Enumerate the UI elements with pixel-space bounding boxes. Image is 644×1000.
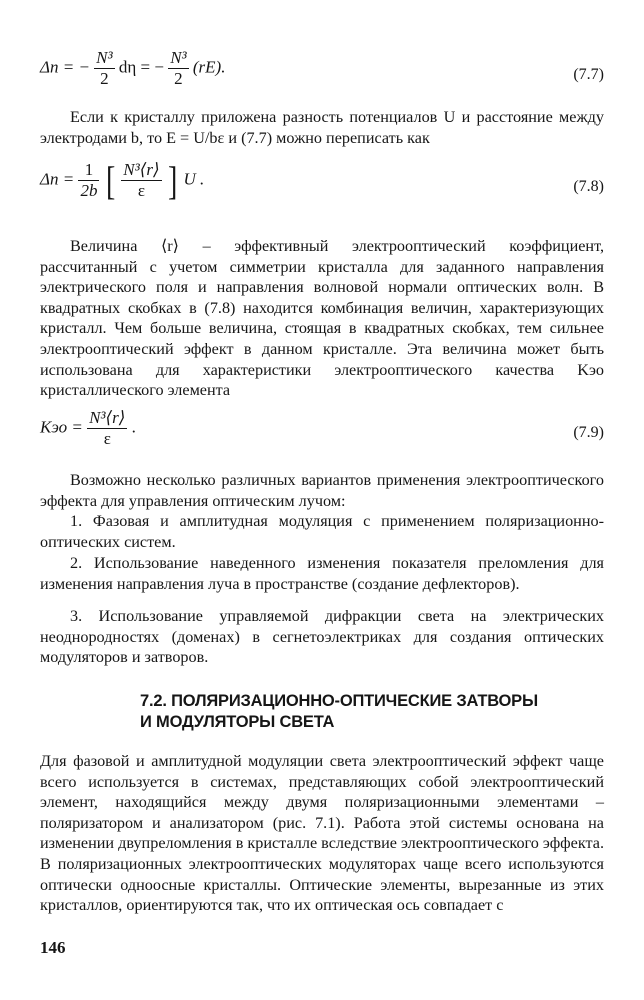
- eq-7-8-lhs: Δn =: [40, 169, 75, 189]
- eq-7-9-fraction: [87, 408, 127, 449]
- eq-7-7-mid: dη = −: [118, 57, 164, 77]
- equation-number-7-9: (7.9): [573, 424, 604, 441]
- eq-7-7-frac1-numerator: N³: [96, 48, 113, 67]
- list-item-2: 2. Использование наведенного изменения показателя преломления для изменения направления луча в пространстве (создание дефлекторов).: [40, 554, 604, 593]
- eq-7-8-fraction-2: [121, 160, 161, 201]
- section-heading-line-2: И МОДУЛЯТОРЫ СВЕТА: [140, 713, 335, 731]
- page-number: 146: [40, 938, 66, 957]
- equation-number-7-7: (7.7): [573, 66, 604, 83]
- eq-7-7-fraction-2: [168, 48, 188, 89]
- eq-7-8-frac1-numerator: 1: [78, 160, 99, 181]
- list-item-3: 3. Использование управляемой дифракции света на электрических неоднородностях (доменах) в сегнетоэлектриках для создания оптических модуляторов и затворов.: [40, 607, 604, 667]
- left-square-bracket: [: [105, 157, 116, 203]
- equation-number-7-8: (7.8): [573, 178, 604, 195]
- eq-7-9-lhs: Kэо =: [40, 417, 83, 437]
- eq-7-8-tail: U .: [183, 169, 205, 189]
- right-square-bracket: ]: [167, 157, 178, 203]
- equation-7-7: [40, 48, 604, 104]
- eq-7-7-fraction-1: [94, 48, 114, 89]
- eq-7-7-frac2-numerator: N³: [170, 48, 187, 67]
- eq-7-7-tail: (rE).: [192, 57, 226, 77]
- equation-7-9: [40, 408, 604, 464]
- eq-7-7-lhs: Δn = −: [40, 57, 90, 77]
- equation-7-8: [40, 157, 604, 220]
- eq-7-7-frac2-denominator: 2: [174, 69, 183, 88]
- section-heading: [140, 691, 610, 733]
- section-heading-line-1: 7.2. ПОЛЯРИЗАЦИОННО-ОПТИЧЕСКИЕ ЗАТВОРЫ: [140, 692, 538, 710]
- eq-7-8-frac1-denominator: 2b: [80, 181, 98, 200]
- paragraph-4: Для фазовой и амплитудной модуляции света электрооптический эффект чаще всего используется в системах, представляющих собой электрооптический элемент, находящийся между двумя поляризационными элементами – поляризатором и анализатором (рис. 7.1). Работа этой системы основана на изменении двупреломления в кристалле вследствие электрооптического эффекта. В поляризационных электрооптических модуляторах чаще всего используются оптически одноосные кристаллы. Оптические элементы, вырезанные из этих кристаллов, ориентируются так, что их оптическая ось совпадает с: [40, 752, 605, 915]
- eq-7-9-frac-numerator: N³⟨r⟩: [89, 408, 126, 427]
- list-item-1: 1. Фазовая и амплитудная модуляция с применением поляризационно-оптических систем.: [40, 512, 604, 551]
- eq-7-8-frac2-numerator: N³⟨r⟩: [123, 160, 160, 179]
- eq-7-9-frac-denominator: ε: [103, 429, 111, 448]
- eq-7-7-frac1-denominator: 2: [100, 69, 109, 88]
- paragraph-3: Возможно несколько различных вариантов применения электрооптического эффекта для управления оптическим лучом:: [40, 471, 604, 510]
- eq-7-9-tail: .: [131, 417, 136, 437]
- paragraph-1: Если к кристаллу приложена разность потенциалов U и расстояние между электродами b, то E = U/bε и (7.7) можно переписать как: [40, 108, 604, 147]
- eq-7-8-frac2-denominator: ε: [137, 181, 146, 200]
- paragraph-2: Величина ⟨r⟩ – эффективный электрооптический коэффициент, рассчитанный с учетом симметрии кристалла для заданного направления электрического поля и направления волновой нормали оптических волн. В квадратных скобках в (7.8) находится комбинация величин, характеризующих кристалл. Чем больше величина, стоящая в квадратных скобках, тем сильнее электрооптический эффект в данном кристалле. Эта величина может быть использована для характеристики электрооптического качества Kэо кристаллического элемента: [40, 237, 604, 400]
- eq-7-8-fraction-1: [78, 160, 99, 201]
